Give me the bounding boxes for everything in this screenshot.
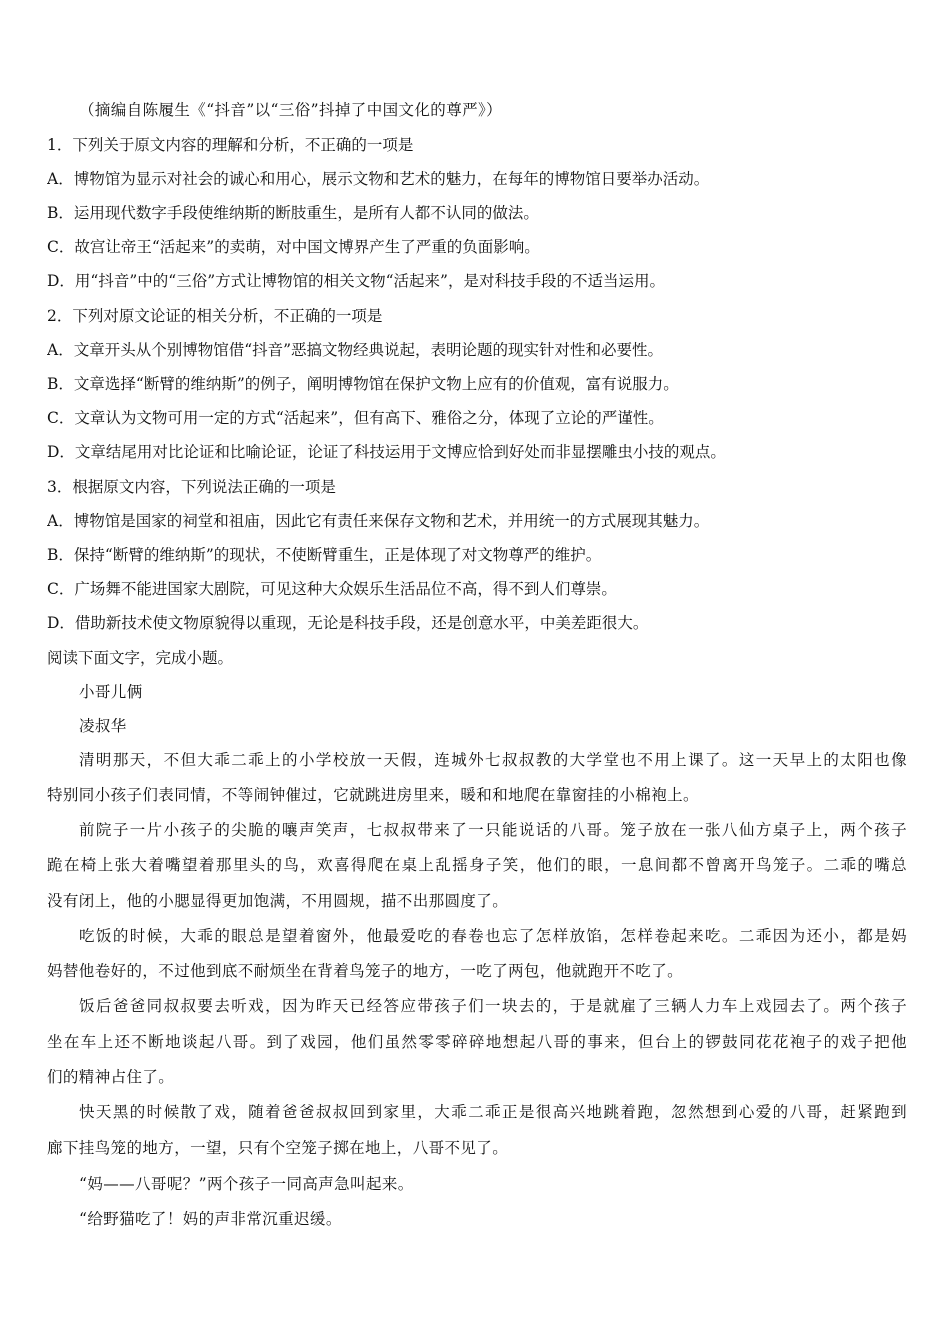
story-paragraph-line: 妈替他卷好的，不过他到底不耐烦坐在背着鸟笼子的地方，一吃了两包，他就跑开不吃了。 bbox=[47, 962, 684, 980]
story-paragraph-line: 坐在车上还不断地谈起八哥。到了戏园，他们虽然零零碎碎地想起八哥的事来，但台上的锣鼓同花花袍子的戏子把他 bbox=[47, 1033, 907, 1051]
question-3-option-c: C．广场舞不能进国家大剧院，可见这种大众娱乐生活品位不高，得不到人们尊崇。 bbox=[47, 580, 617, 598]
story-paragraph-line: 饭后爸爸同叔叔要去听戏，因为昨天已经答应带孩子们一块去的，于是就雇了三辆人力车上戏园去了。两个孩子 bbox=[79, 997, 907, 1015]
question-3-option-a: A．博物馆是国家的祠堂和祖庙，因此它有责任来保存文物和艺术，并用统一的方式展现其魅力。 bbox=[47, 512, 710, 530]
question-3-stem: 3．根据原文内容，下列说法正确的一项是 bbox=[47, 478, 336, 496]
reading-instruction: 阅读下面文字，完成小题。 bbox=[47, 649, 234, 667]
question-1-option-c: C．故宫让帝王“活起来”的卖萌，对中国文博界产生了严重的负面影响。 bbox=[47, 238, 540, 256]
question-1-option-b: B．运用现代数字手段使维纳斯的断肢重生，是所有人都不认同的做法。 bbox=[47, 204, 539, 222]
question-2-option-d: D．文章结尾用对比论证和比喻论证，论证了科技运用于文博应恰到好处而非显摆雕虫小技的观点。 bbox=[47, 443, 726, 461]
story-paragraph-line: 清明那天，不但大乖二乖上的小学校放一天假，连城外七叔叔教的大学堂也不用上课了。这一天早上的太阳也像 bbox=[79, 751, 907, 769]
story-paragraph-line: 们的精神占住了。 bbox=[47, 1068, 175, 1086]
question-3-option-d: D．借助新技术使文物原貌得以重现，无论是科技手段，还是创意水平，中美差距很大。 bbox=[47, 614, 649, 632]
story-paragraph-line: 吃饭的时候，大乖的眼总是望着窗外，他最爱吃的春卷也忘了怎样放馅，怎样卷起来吃。二乖因为还小，都是妈 bbox=[79, 927, 907, 945]
story-author: 凌叔华 bbox=[79, 717, 127, 735]
story-paragraph-line: 快天黑的时候散了戏，随着爸爸叔叔回到家里，大乖二乖正是很高兴地跳着跑，忽然想到心爱的八哥，赶紧跑到 bbox=[79, 1103, 907, 1121]
story-title: 小哥儿俩 bbox=[79, 683, 143, 701]
question-2-option-c: C．文章认为文物可用一定的方式“活起来”，但有高下、雅俗之分，体现了立论的严谨性。 bbox=[47, 409, 664, 427]
question-2-option-a: A．文章开头从个别博物馆借“抖音”恶搞文物经典说起，表明论题的现实针对性和必要性。 bbox=[47, 341, 664, 359]
question-1-stem: 1．下列关于原文内容的理解和分析，不正确的一项是 bbox=[47, 136, 414, 154]
story-paragraph-line: 特别同小孩子们表同情，不等闹钟催过，它就跳进房里来，暖和和地爬在靠窗挂的小棉袍上。 bbox=[47, 786, 699, 804]
story-dialogue-line: “给野猫吃了！妈的声非常沉重迟缓。 bbox=[79, 1210, 342, 1228]
question-1-option-d: D．用“抖音”中的“三俗”方式让博物馆的相关文物“活起来”，是对科技手段的不适当运用。 bbox=[47, 272, 665, 290]
question-2-option-b: B．文章选择“断臂的维纳斯”的例子，阐明博物馆在保护文物上应有的价值观，富有说服力。 bbox=[47, 375, 679, 393]
story-paragraph-line: 没有闭上，他的小腮显得更加饱满，不用圆规，描不出那圆度了。 bbox=[47, 892, 509, 910]
story-paragraph-line: 前院子一片小孩子的尖脆的嚷声笑声，七叔叔带来了一只能说话的八哥。笼子放在一张八仙方桌子上，两个孩子 bbox=[79, 821, 907, 839]
source-citation: （摘编自陈履生《“抖音”以“三俗”抖掉了中国文化的尊严》） bbox=[79, 101, 503, 119]
question-1-option-a: A．博物馆为显示对社会的诚心和用心，展示文物和艺术的魅力，在每年的博物馆日要举办活动。 bbox=[47, 170, 710, 188]
story-paragraph-line: 廊下挂鸟笼的地方，一望，只有个空笼子掷在地上，八哥不见了。 bbox=[47, 1139, 509, 1157]
question-2-stem: 2．下列对原文论证的相关分析，不正确的一项是 bbox=[47, 307, 383, 325]
story-paragraph-line: 跪在椅上张大着嘴望着那里头的鸟，欢喜得爬在桌上乱摇身子笑，他们的眼，一息间都不曾离开鸟笼子。二乖的嘴总 bbox=[47, 856, 907, 874]
question-3-option-b: B．保持“断臂的维纳斯”的现状，不使断臂重生，正是体现了对文物尊严的维护。 bbox=[47, 546, 602, 564]
story-dialogue-line: “妈——八哥呢？”两个孩子一同高声急叫起来。 bbox=[79, 1175, 414, 1193]
